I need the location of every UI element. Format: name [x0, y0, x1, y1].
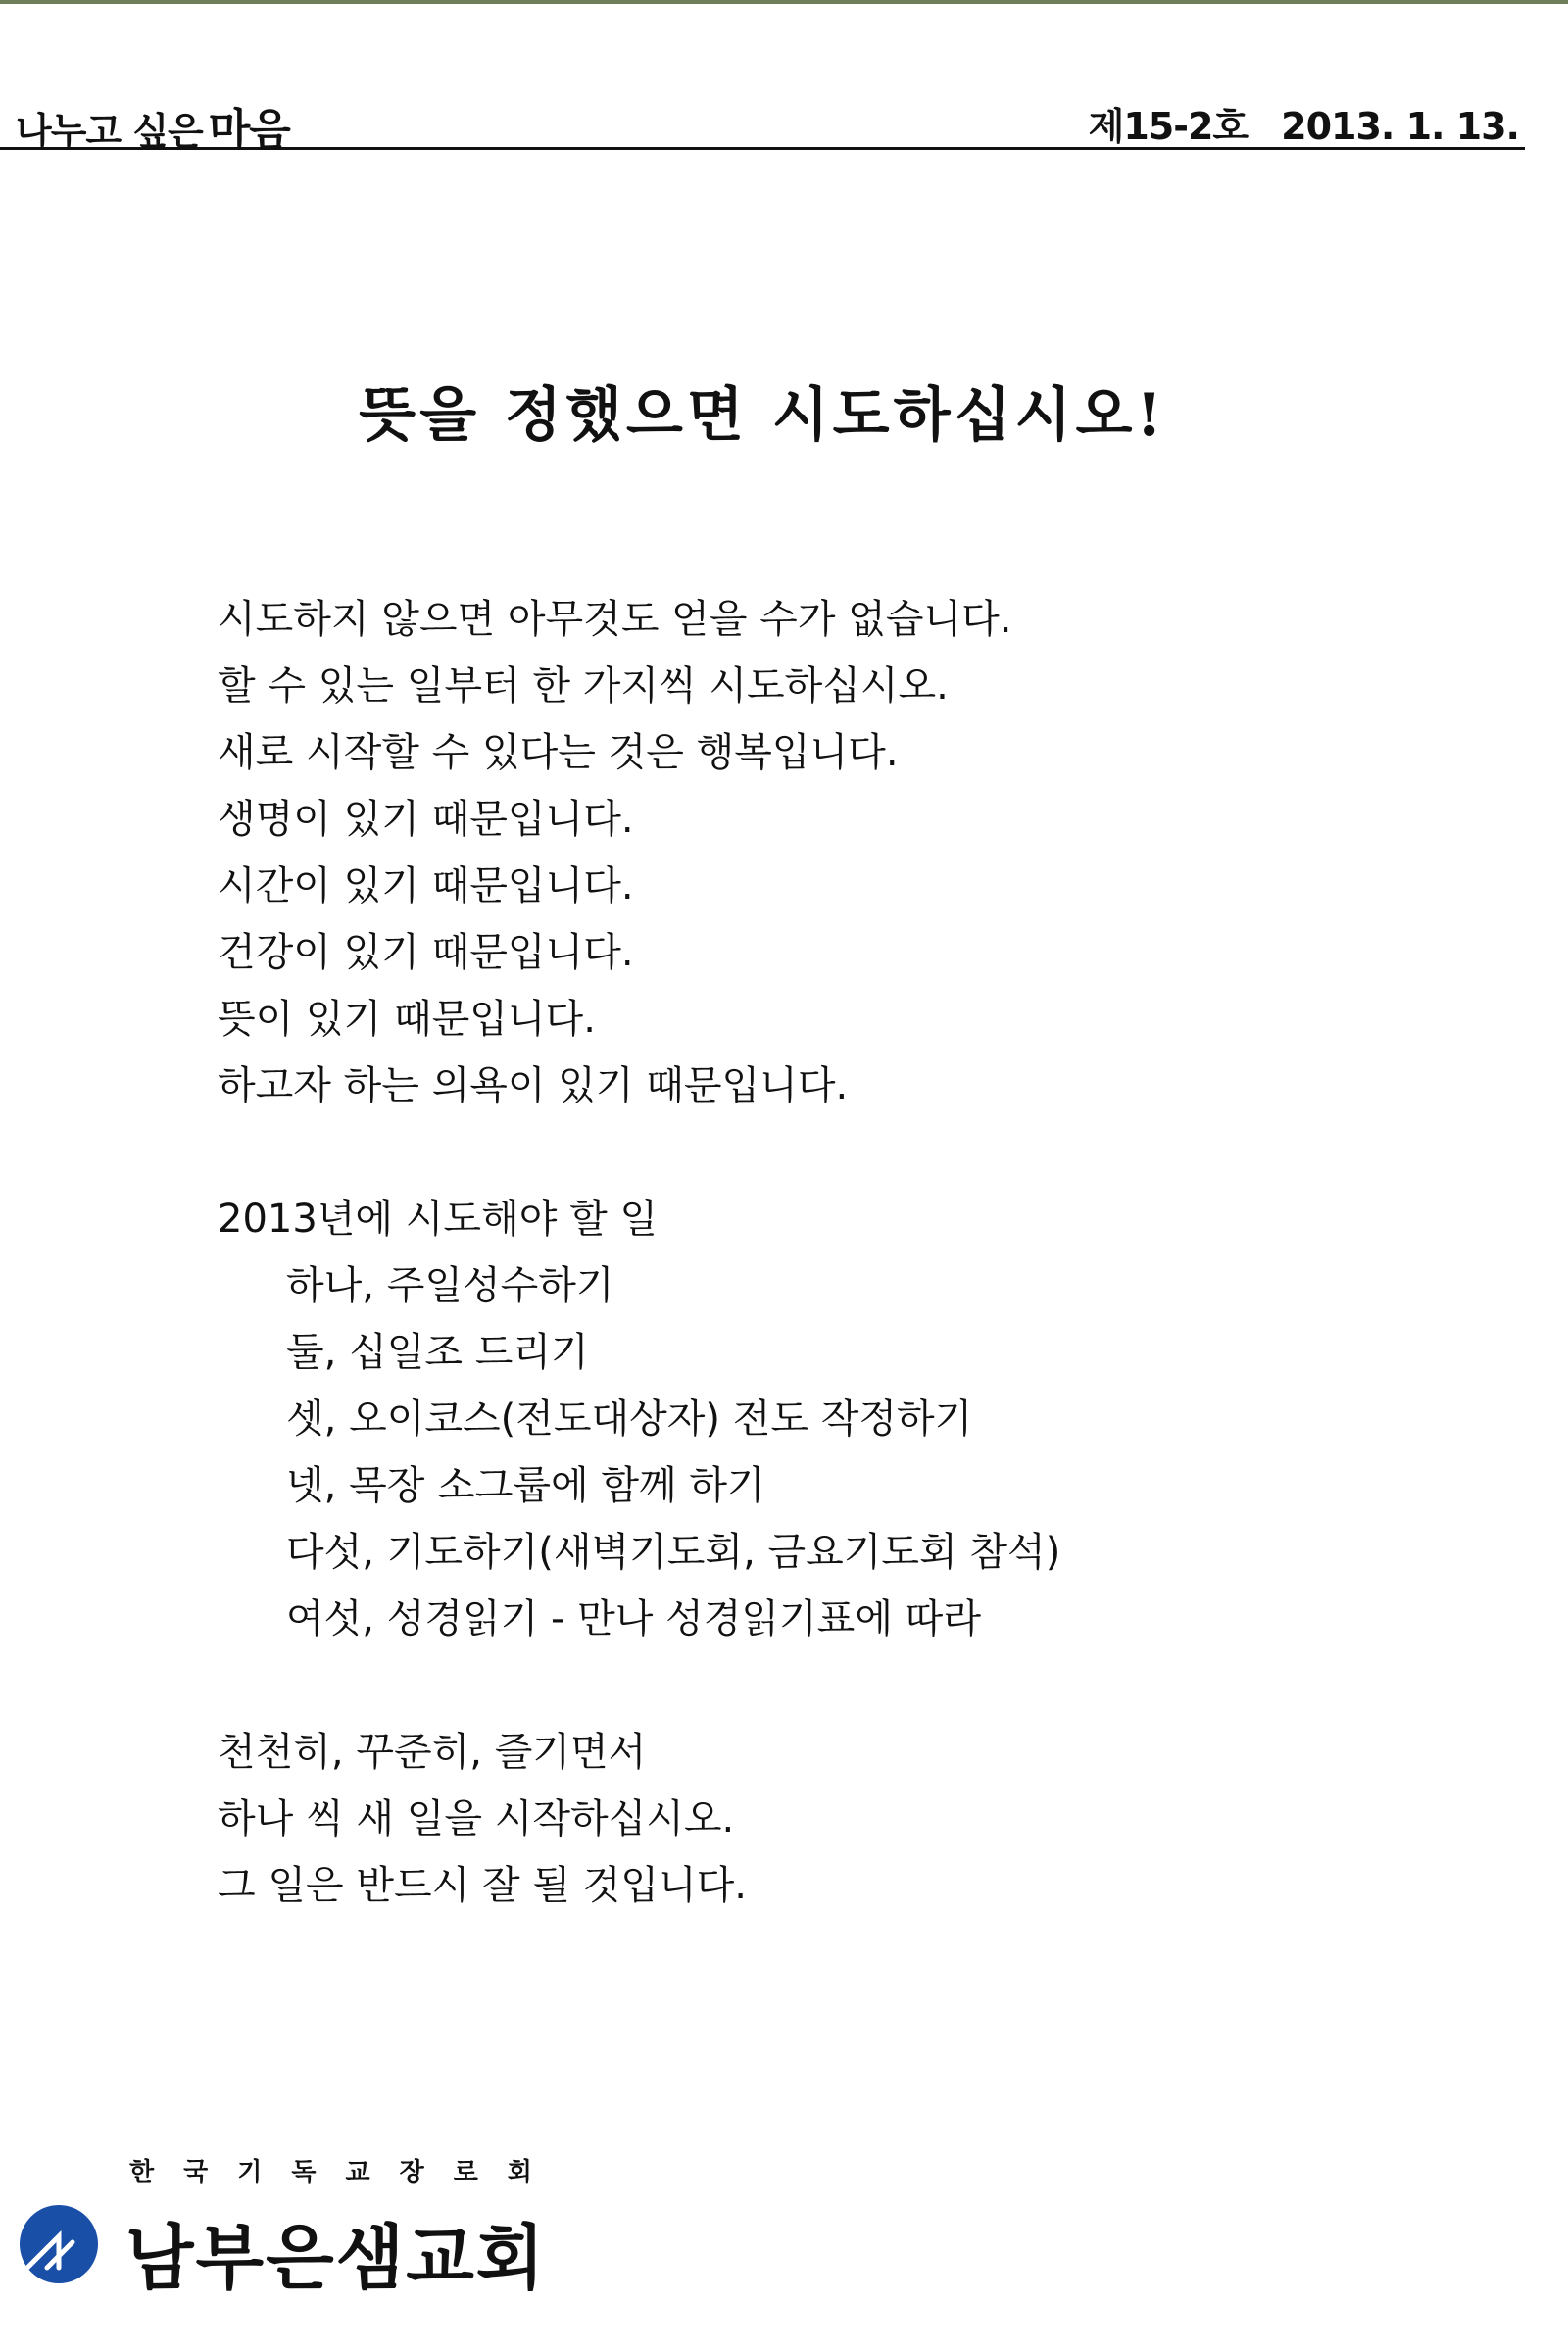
closing-paragraph: [218, 1719, 1394, 1919]
section-title-emphasis: 마음: [208, 105, 290, 155]
page-header: [0, 86, 1525, 155]
denomination-label: 한국기독교장로회: [129, 2158, 562, 2187]
list-item: 넷, 목장 소그룹에 함께 하기: [286, 1463, 765, 1508]
text-line: 하나 씩 새 일을 시작하십시오.: [218, 1796, 735, 1841]
text-line: 건강이 있기 때문입니다.: [218, 930, 634, 975]
text-line: 천천히, 꾸준히, 즐기면서: [218, 1730, 647, 1775]
list-heading: 2013년에 시도해야 할 일: [218, 1197, 659, 1242]
text-line: 시도하지 않으면 아무것도 얻을 수가 없습니다.: [218, 597, 1012, 642]
text-line: 뜻이 있기 때문입니다.: [218, 997, 596, 1042]
text-line: 생명이 있기 때문입니다.: [218, 797, 634, 842]
article-body: [218, 586, 1394, 1919]
paragraph-gap: [218, 1652, 1394, 1719]
list-item: 여섯, 성경읽기 - 만나 성경읽기표에 따라: [286, 1596, 981, 1642]
text-line: 시간이 있기 때문입니다.: [218, 863, 634, 908]
church-name: 남부은샘교회: [125, 2217, 547, 2299]
issue-number: 제15-2호: [1088, 105, 1249, 148]
text-line: 할 수 있는 일부터 한 가지씩 시도하십시오.: [218, 663, 949, 709]
article-title: 뜻을 정했으면 시도하십시오!: [359, 381, 1166, 450]
list-item: 셋, 오이코스(전도대상자) 전도 작정하기: [286, 1396, 973, 1442]
intro-paragraph: [218, 586, 1394, 1119]
list-item: 하나, 주일성수하기: [286, 1263, 614, 1308]
church-footer: [18, 2152, 606, 2299]
issue-info: [1089, 96, 1519, 150]
resolution-list: [218, 1186, 1394, 1652]
paragraph-gap: [218, 1119, 1394, 1186]
list-item: 둘, 십일조 드리기: [286, 1330, 589, 1375]
text-line: 새로 시작할 수 있다는 것은 행복입니다.: [218, 730, 899, 775]
church-logo-icon: [18, 2203, 100, 2285]
text-line: 하고자 하는 의욕이 있기 때문입니다.: [218, 1063, 849, 1108]
list-item: 다섯, 기도하기(새벽기도회, 금요기도회 참석): [286, 1530, 1061, 1575]
issue-date: 2013. 1. 13.: [1281, 105, 1519, 148]
text-line: 그 일은 반드시 잘 될 것입니다.: [218, 1863, 747, 1908]
top-border-rule: [0, 0, 1568, 4]
section-title-prefix: 나누고 싶은: [16, 110, 203, 153]
bulletin-section-title: [16, 94, 290, 157]
